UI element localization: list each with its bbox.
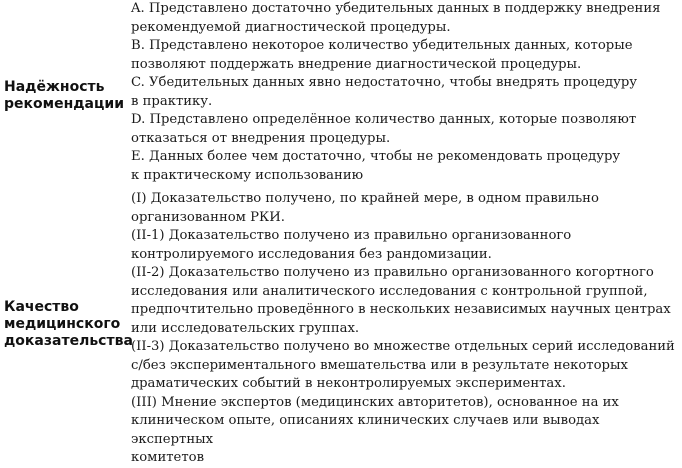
strength-item-a: A. Представлено достаточно убедительных данных в поддержку внедрения рекомендуемой диагностической процедуры.	[131, 1, 661, 35]
evidence-quality-list	[131, 190, 679, 468]
evidence-quality-label: Качество медицинского доказательства	[4, 299, 133, 349]
strength-item-e: E. Данных более чем достаточно, чтобы не рекомендовать процедуру к практическому использованию	[131, 149, 621, 183]
strength-item-b: B. Представлено некоторое количество убедительных данных, которые позволяют поддержать внедрение диагностической процедуры.	[131, 38, 633, 72]
recommendation-strength-label: Надёжность рекомендации	[4, 79, 124, 112]
strength-item-c: C. Убедительных данных явно недостаточно, чтобы внедрять процедуру в практику.	[131, 75, 638, 109]
quality-item-ii-2: (II-2) Доказательство получено из правильно организованного когортного исследования или аналитического исследования с контрольной группой, предпочтительно проведённого в нескольких независимых научных центрах или исследовательских группах.	[131, 265, 671, 336]
recommendation-strength-list	[131, 0, 679, 185]
recommendation-strength-row	[0, 0, 682, 191]
quality-item-ii-3: (II-3) Доказательство получено во множестве отдельных серий исследований с/без экспериментального вмешательства или в результате некоторых драматических событий в неконтролируемых экспериментах.	[131, 339, 675, 391]
quality-item-iii: (III) Мнение экспертов (медицинских авторитетов), основанное на их клиническом опыте, описаниях клинических случаев или выводах экспертных комитетов	[131, 394, 619, 465]
strength-item-d: D. Представлено определённое количество данных, которые позволяют отказаться от внедрения процедуры.	[131, 112, 637, 146]
quality-item-ii-1: (II-1) Доказательство получено из правильно организованного контролируемого исследования без рандомизации.	[131, 228, 572, 262]
quality-item-i: (I) Доказательство получено, по крайней мере, в одном правильно организованном РКИ.	[131, 191, 599, 225]
evidence-quality-row	[0, 191, 682, 465]
